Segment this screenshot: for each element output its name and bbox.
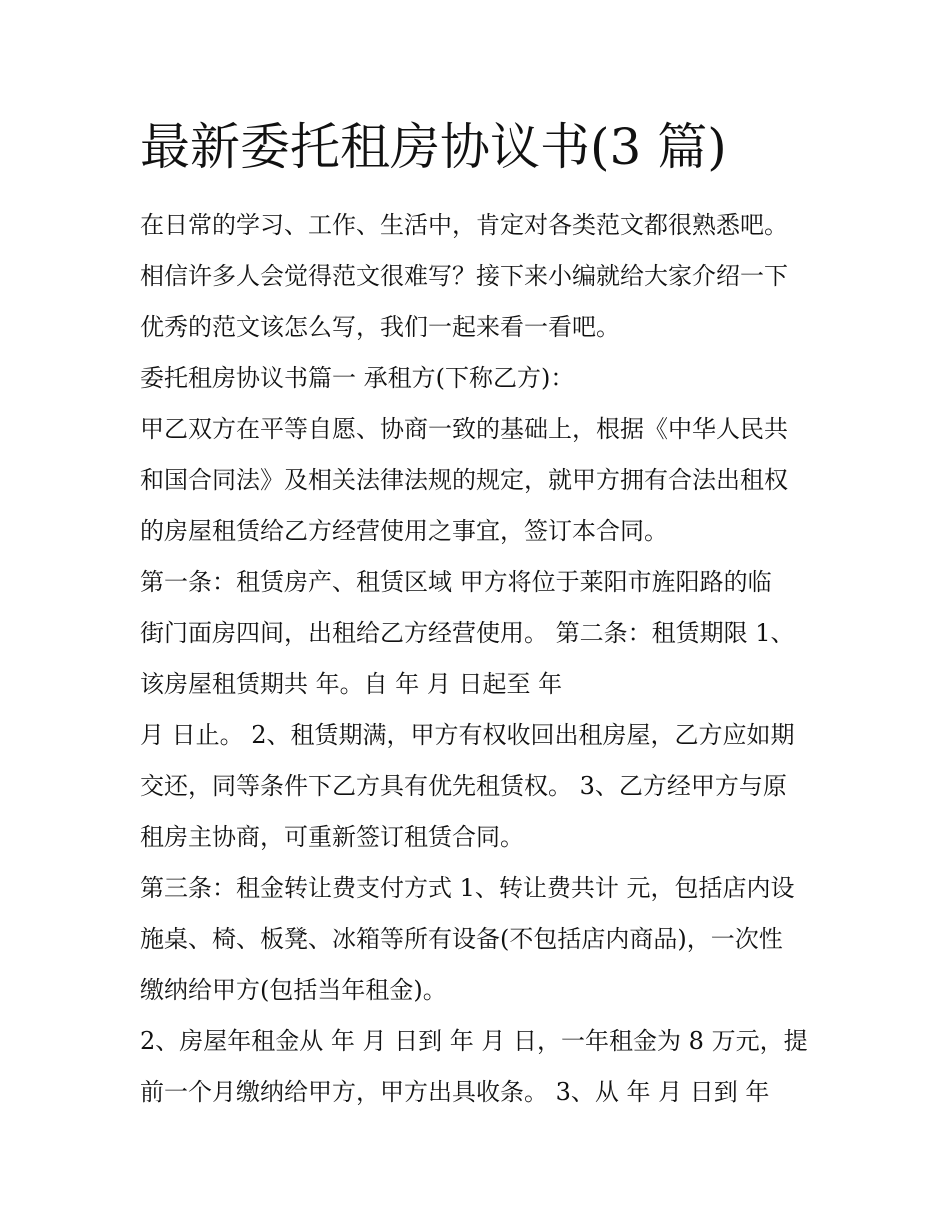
paragraph-line: 月 日止。 2、租赁期满，甲方有权收回出租房屋，乙方应如期 xyxy=(140,721,795,749)
paragraph-line: 施桌、椅、板凳、冰箱等所有设备(不包括店内商品)，一次性 xyxy=(140,925,783,953)
paragraph-line: 租房主协商，可重新签订租赁合同。 xyxy=(140,823,524,851)
paragraph-line: 的房屋租赁给乙方经营使用之事宜，签订本合同。 xyxy=(140,517,668,545)
paragraph-line: 第三条：租金转让费支付方式 1、转让费共计 元，包括店内设 xyxy=(140,874,795,902)
paragraph-line: 该房屋租赁期共 年。自 年 月 日起至 年 xyxy=(140,670,563,698)
paragraph-line: 在日常的学习、工作、生活中，肯定对各类范文都很熟悉吧。 xyxy=(140,211,788,239)
paragraph-line: 第一条：租赁房产、租赁区域 甲方将位于莱阳市旌阳路的临 xyxy=(140,568,772,596)
paragraph-line: 和国合同法》及相关法律法规的规定，就甲方拥有合法出租权 xyxy=(140,466,788,494)
paragraph-line: 街门面房四间，出租给乙方经营使用。 第二条：租赁期限 1、 xyxy=(140,619,795,647)
paragraph-line: 优秀的范文该怎么写，我们一起来看一看吧。 xyxy=(140,313,620,341)
paragraph-line: 2、房屋年租金从 年 月 日到 年 月 日，一年租金为 8 万元，提 xyxy=(140,1027,808,1055)
paragraph-line: 缴纳给甲方(包括当年租金)。 xyxy=(140,976,447,1004)
paragraph-line: 甲乙双方在平等自愿、协商一致的基础上，根据《中华人民共 xyxy=(140,415,788,443)
document-body xyxy=(140,200,820,1118)
paragraph-line: 相信许多人会觉得范文很难写？接下来小编就给大家介绍一下 xyxy=(140,262,788,290)
paragraph-line: 委托租房协议书篇一 承租方(下称乙方)： xyxy=(140,364,575,392)
paragraph-line: 前一个月缴纳给甲方，甲方出具收条。 3、从 年 月 日到 年 xyxy=(140,1078,770,1106)
paragraph-line: 交还，同等条件下乙方具有优先租赁权。 3、乙方经甲方与原 xyxy=(140,772,787,800)
document-title: 最新委托租房协议书(3 篇) xyxy=(140,118,727,176)
